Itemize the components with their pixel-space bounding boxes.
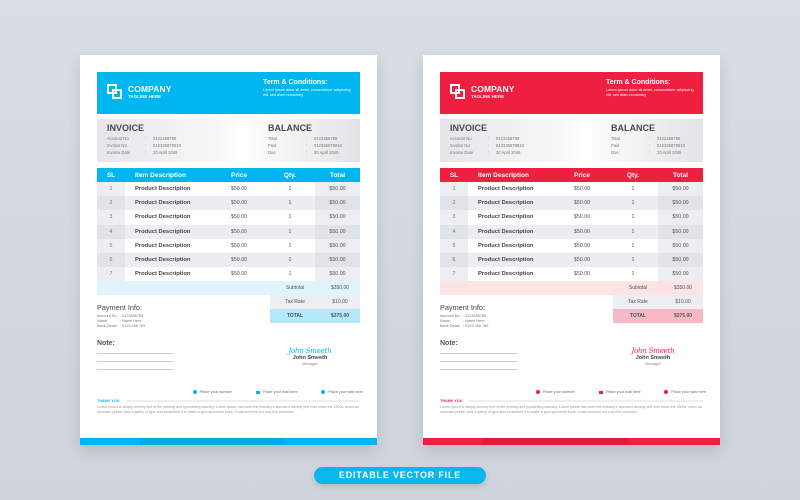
field-value: 30 April 2045 (314, 150, 339, 155)
note-line (97, 369, 174, 370)
field-sep: : (145, 136, 147, 141)
thank-you-row (97, 399, 360, 403)
note-line (97, 361, 174, 362)
field-sep: : (488, 150, 490, 155)
thank-you-label: THANK YOU (97, 399, 120, 403)
tax-row (613, 295, 703, 309)
company-logo (450, 84, 515, 100)
table-row (440, 239, 703, 253)
cell-qty: 1 (265, 196, 315, 210)
contact-row (193, 390, 363, 394)
terms-block (606, 79, 694, 98)
note-section (440, 340, 517, 377)
payment-label: Account No (97, 314, 117, 318)
note-line (440, 353, 517, 354)
info-field (268, 149, 342, 156)
company-name: COMPANY (471, 83, 515, 94)
signer-role: Manager (645, 361, 661, 366)
note-line (440, 369, 517, 370)
header-banner (440, 72, 703, 114)
grand-total-row (613, 309, 703, 323)
cell-sl: 4 (440, 225, 468, 239)
field-label: Invoice Date (107, 150, 131, 155)
footer-text: Lorem Ipsum is simply dummy text of the printing and typesetting industry. Lorem Ipsum has been the industry's standard dummy text ever since the 1500s, when an unknown printer took a galley of type and scrambled it to make a type specimen book. It has survived not only five centuries. (440, 405, 702, 415)
field-value: 0123456789 (496, 136, 520, 141)
cell-qty: 1 (265, 225, 315, 239)
cell-tot: $50.00 (315, 196, 360, 210)
balance-title: BALANCE (611, 123, 655, 133)
signer-name: John Smeeth (292, 355, 328, 361)
phone-text: Place your number (543, 390, 575, 394)
field-value: 012345678910 (314, 143, 342, 148)
cell-tot: $50.00 (315, 267, 360, 281)
terms-body: Lorem ipsum dolor sit amet, consectetuer adipiscing elit, sed diam nonummy (263, 88, 351, 97)
cell-price: $50.00 (230, 186, 248, 193)
cell-tot: $50.00 (315, 210, 360, 224)
subtotal-label: Subtotal (285, 285, 305, 291)
cell-desc: Product Description (135, 271, 191, 278)
invoice-title: INVOICE (107, 123, 145, 133)
cell-sl: 7 (440, 267, 468, 281)
payment-title: Payment Info: (440, 303, 486, 312)
signature-script: John Smeeth (288, 347, 332, 355)
payment-label: Bank Detail (97, 324, 117, 328)
cell-qty: 1 (631, 186, 635, 193)
table-row (97, 196, 360, 210)
overlapping-squares-icon (107, 84, 123, 100)
thank-you-row (440, 399, 703, 403)
cell-tot: $50.00 (658, 210, 703, 224)
invoice-title: INVOICE (450, 123, 488, 133)
subtotal-label: Subtotal (628, 285, 648, 291)
signer-role: Manager (302, 361, 318, 366)
total-label: TOTAL (286, 313, 304, 319)
field-label: Paid (268, 143, 277, 148)
cell-sl: 5 (97, 239, 125, 253)
divider (469, 400, 703, 402)
contact-web (664, 390, 706, 394)
mail-text: Place your mail here (606, 390, 641, 394)
cell-sl: 3 (440, 210, 468, 224)
company-tagline: TAGLINE HERE (471, 93, 505, 99)
cell-price: $50.00 (573, 186, 591, 193)
column-header-desc: Item Description (125, 168, 213, 182)
table-row (440, 267, 703, 281)
cell-tot: $50.00 (658, 253, 703, 267)
cell-tot: $50.00 (315, 182, 360, 196)
field-label: Paid (611, 143, 620, 148)
phone-icon (536, 390, 540, 394)
items-table (97, 168, 360, 281)
field-value: 0123456789 (153, 136, 177, 141)
field-label: Invoice No (107, 143, 127, 148)
invoice-block (450, 123, 524, 156)
company-logo (107, 84, 172, 100)
table-row (97, 253, 360, 267)
total-value: $375.00 (330, 313, 350, 319)
payment-value: : 0123 456 789 (120, 324, 146, 328)
table-row (97, 210, 360, 224)
field-sep: : (145, 143, 147, 148)
note-section (97, 340, 174, 377)
field-label: Account No (450, 136, 472, 141)
info-field (611, 142, 685, 149)
cell-sl: 3 (97, 210, 125, 224)
table-row (97, 182, 360, 196)
cell-qty: 1 (631, 242, 635, 249)
cell-desc: Product Description (125, 253, 213, 267)
payment-label: Name (97, 319, 108, 323)
field-sep: : (145, 150, 147, 155)
cell-price: $50.00 (230, 214, 248, 221)
divider (126, 400, 360, 402)
grand-total-row (270, 309, 360, 323)
table-body (440, 182, 703, 281)
total-label: TOTAL (629, 313, 647, 319)
cell-sl: 6 (440, 253, 468, 267)
field-label: Account No (107, 136, 129, 141)
payment-field (97, 324, 145, 329)
cell-qty: 1 (631, 214, 635, 221)
cell-price: $50.00 (213, 196, 265, 210)
field-value: 0123456789 (657, 136, 681, 141)
payment-label: Bank Detail (440, 324, 460, 328)
signature-script: John Smeeth (631, 347, 675, 355)
info-field (611, 149, 685, 156)
terms-body: Lorem ipsum dolor sit amet, consectetuer adipiscing elit, sed diam nonummy (606, 88, 694, 97)
cell-desc: Product Description (468, 196, 556, 210)
signer-name: John Smeeth (635, 355, 671, 361)
column-header-qty: Qty. (608, 168, 658, 182)
cell-desc: Product Description (468, 225, 556, 239)
invoice-block (107, 123, 181, 156)
payment-title: Payment Info: (97, 303, 143, 312)
signature-block (623, 347, 683, 366)
field-label: Total (268, 136, 277, 141)
cell-price: $50.00 (556, 225, 608, 239)
cell-sl: 1 (97, 182, 125, 196)
field-sep: : (649, 136, 651, 141)
payment-label: Account No (440, 314, 460, 318)
field-sep: : (649, 150, 651, 155)
note-title: Note: (97, 340, 115, 347)
cell-price: $50.00 (213, 253, 265, 267)
table-header-row (97, 168, 360, 182)
table-row (440, 182, 703, 196)
cell-desc: Product Description (478, 242, 534, 249)
cell-price: $50.00 (230, 271, 248, 278)
field-label: Invoice No (450, 143, 470, 148)
contact-web (321, 390, 363, 394)
cell-desc: Product Description (478, 186, 534, 193)
items-table (440, 168, 703, 281)
phone-text: Place your number (200, 390, 232, 394)
tax-row (270, 295, 360, 309)
payment-label: Name (440, 319, 451, 323)
cell-tot: $50.00 (658, 182, 703, 196)
cell-price: $50.00 (573, 271, 591, 278)
field-label: Total (611, 136, 620, 141)
field-sep: : (306, 143, 308, 148)
table-row (97, 225, 360, 239)
globe-icon (664, 390, 668, 394)
table-header-row (440, 168, 703, 182)
cell-tot: $50.00 (315, 253, 360, 267)
note-line (97, 353, 174, 354)
cell-price: $50.00 (573, 214, 591, 221)
cell-sl: 1 (440, 182, 468, 196)
info-panel (440, 119, 703, 162)
company-name: COMPANY (128, 83, 172, 94)
info-field (107, 149, 181, 156)
cell-desc: Product Description (478, 271, 534, 278)
field-sep: : (488, 143, 490, 148)
subtotal-row (613, 281, 703, 295)
field-value: 30 April 2045 (496, 150, 521, 155)
cell-price: $50.00 (230, 242, 248, 249)
field-sep: : (649, 143, 651, 148)
tax-value: $10.00 (332, 299, 348, 305)
web-text: Place your web here (671, 390, 706, 394)
subtotal-value: $350.00 (673, 285, 693, 291)
column-header-price: Price (213, 168, 265, 182)
table-body (97, 182, 360, 281)
cell-qty: 1 (288, 242, 292, 249)
column-header-desc: Item Description (468, 168, 556, 182)
cell-sl: 4 (97, 225, 125, 239)
note-title: Note: (440, 340, 458, 347)
cell-desc: Product Description (135, 214, 191, 221)
cell-tot: $50.00 (315, 239, 360, 253)
footer-bar (423, 438, 720, 445)
info-field (450, 135, 524, 142)
info-field (268, 142, 342, 149)
cell-qty: 1 (608, 196, 658, 210)
field-value: 30 April 2045 (657, 150, 682, 155)
cell-desc: Product Description (125, 225, 213, 239)
table-row (440, 210, 703, 224)
company-tagline: TAGLINE HERE (128, 93, 162, 99)
cell-qty: 1 (265, 253, 315, 267)
cell-desc: Product Description (125, 196, 213, 210)
payment-value: : 0123456789 (463, 314, 487, 318)
footer-bar (80, 438, 377, 445)
cell-desc: Product Description (478, 214, 534, 221)
phone-icon (193, 390, 197, 394)
invoice-page-red (423, 55, 720, 445)
tax-label: Tax Rate (628, 299, 648, 305)
cell-sl: 2 (440, 196, 468, 210)
cell-tot: $50.00 (658, 267, 703, 281)
cell-desc: Product Description (135, 242, 191, 249)
terms-block (263, 79, 351, 98)
editable-vector-file-badge: EDITABLE VECTOR FILE (314, 467, 486, 484)
info-field (107, 135, 181, 142)
contact-phone (536, 390, 575, 394)
field-value: 012345678910 (496, 143, 524, 148)
cell-price: $50.00 (213, 225, 265, 239)
contact-mail (256, 390, 298, 394)
cell-qty: 1 (631, 271, 635, 278)
header-banner (97, 72, 360, 114)
contact-mail (599, 390, 641, 394)
info-field (611, 135, 685, 142)
total-value: $375.00 (673, 313, 693, 319)
payment-info (97, 303, 145, 329)
invoice-page-blue (80, 55, 377, 445)
cell-sl: 6 (97, 253, 125, 267)
info-panel (97, 119, 360, 162)
subtotal-row (270, 281, 360, 295)
cell-qty: 1 (288, 271, 292, 278)
footer-text: Lorem Ipsum is simply dummy text of the printing and typesetting industry. Lorem Ipsum has been the industry's standard dummy text ever since the 1500s, when an unknown printer took a galley of type and scrambled it to make a type specimen book. It has survived not only five centuries. (97, 405, 359, 415)
cell-price: $50.00 (556, 253, 608, 267)
contact-row (536, 390, 706, 394)
column-header-price: Price (556, 168, 608, 182)
balance-title: BALANCE (268, 123, 312, 133)
cell-tot: $50.00 (658, 239, 703, 253)
cell-qty: 1 (608, 253, 658, 267)
contact-phone (193, 390, 232, 394)
payment-field (440, 324, 488, 329)
payment-info (440, 303, 488, 329)
field-sep: : (488, 136, 490, 141)
field-value: 012345678910 (657, 143, 685, 148)
cell-tot: $50.00 (315, 225, 360, 239)
cell-sl: 2 (97, 196, 125, 210)
cell-qty: 1 (288, 214, 292, 221)
field-label: Due (268, 150, 276, 155)
field-value: 012345678910 (153, 143, 181, 148)
terms-title: Term & Conditions: (606, 79, 671, 86)
table-row (440, 225, 703, 239)
cell-sl: 5 (440, 239, 468, 253)
table-row (440, 196, 703, 210)
thank-you-label: THANK YOU (440, 399, 463, 403)
tax-value: $10.00 (675, 299, 691, 305)
table-row (97, 239, 360, 253)
terms-title: Term & Conditions: (263, 79, 328, 86)
cell-qty: 1 (608, 225, 658, 239)
cell-desc: Product Description (468, 253, 556, 267)
subtotal-value: $350.00 (330, 285, 350, 291)
column-header-tot: Total (315, 168, 360, 182)
info-field (107, 142, 181, 149)
column-header-sl: SL (97, 168, 125, 182)
cell-tot: $50.00 (658, 196, 703, 210)
mail-icon (256, 391, 261, 394)
overlapping-squares-icon (450, 84, 466, 100)
note-line (440, 361, 517, 362)
column-header-sl: SL (440, 168, 468, 182)
web-text: Place your web here (328, 390, 363, 394)
cell-tot: $50.00 (658, 225, 703, 239)
cell-desc: Product Description (135, 186, 191, 193)
payment-value: : Name Here (463, 319, 485, 323)
payment-value: : 0123 456 789 (463, 324, 489, 328)
column-header-tot: Total (658, 168, 703, 182)
info-field (268, 135, 342, 142)
cell-qty: 1 (288, 186, 292, 193)
cell-price: $50.00 (573, 242, 591, 249)
field-label: Invoice Date (450, 150, 474, 155)
signature-block (280, 347, 340, 366)
field-sep: : (306, 136, 308, 141)
balance-block (268, 123, 342, 156)
mail-text: Place your mail here (263, 390, 298, 394)
balance-block (611, 123, 685, 156)
tax-label: Tax Rate (285, 299, 305, 305)
cell-sl: 7 (97, 267, 125, 281)
globe-icon (321, 390, 325, 394)
payment-value: : 0123456789 (120, 314, 144, 318)
table-row (440, 253, 703, 267)
cell-price: $50.00 (556, 196, 608, 210)
field-value: 0123456789 (314, 136, 338, 141)
field-value: 30 April 2045 (153, 150, 178, 155)
payment-value: : Name Here (120, 319, 142, 323)
info-field (450, 149, 524, 156)
column-header-qty: Qty. (265, 168, 315, 182)
field-sep: : (306, 150, 308, 155)
mail-icon (599, 391, 604, 394)
info-field (450, 142, 524, 149)
table-row (97, 267, 360, 281)
field-label: Due (611, 150, 619, 155)
